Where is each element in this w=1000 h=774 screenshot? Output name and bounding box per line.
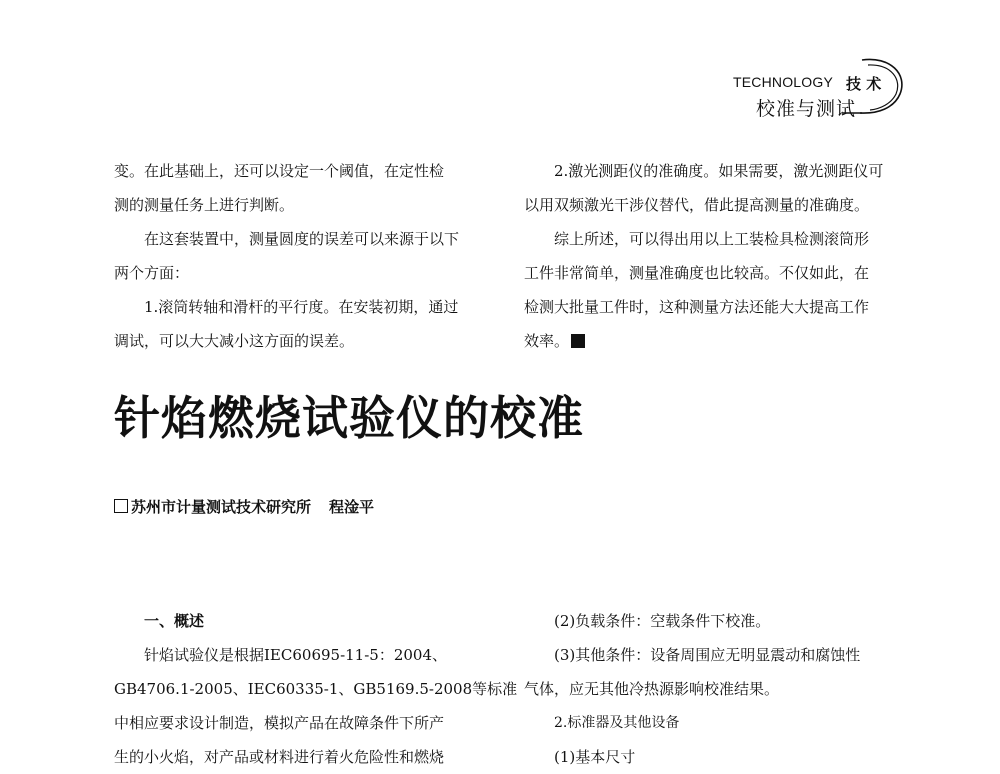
text-line: 测的测量任务上进行判断。 [114, 196, 295, 214]
text-line: 1.滚筒转轴和滑杆的平行度。在安装初期，通过 [144, 298, 459, 316]
end-mark-icon [571, 334, 585, 348]
technology-label: TECHNOLOGY [733, 74, 834, 90]
text-line: 两个方面： [114, 264, 190, 282]
text-line: 工件非常简单，测量准确度也比较高。不仅如此，在 [524, 264, 870, 282]
article-right-column [524, 604, 904, 774]
previous-article-right-column [524, 154, 904, 358]
author: 程淦平 [329, 498, 375, 516]
article-left-column [114, 604, 518, 774]
text-line: 检测大批量工件时，这种测量方法还能大大提高工作 [524, 298, 870, 316]
text-line: GB4706.1-2005、IEC60335-1、GB5169.5-2008等标准 [114, 680, 518, 698]
text-line: 在这套装置中，测量圆度的误差可以来源于以下 [144, 230, 460, 248]
subsection-heading: 2.标准器及其他设备 [554, 715, 680, 731]
technology-label-cn: 技 术 [846, 75, 882, 93]
text-line: 综上所述，可以得出用以上工装检具检测滚筒形 [554, 230, 870, 248]
text-line: 调试，可以大大减小这方面的误差。 [114, 332, 355, 350]
text-line: 针焰试验仪是根据IEC60695-11-5：2004、 [144, 646, 448, 664]
text-line: 2.激光测距仪的准确度。如果需要，激光测距仪可 [554, 162, 884, 180]
text-line-end: 效率。 [524, 332, 570, 350]
previous-article-left-column [114, 154, 494, 358]
header-swoosh-icon [842, 56, 912, 118]
text-line: (1)基本尺寸 [554, 748, 636, 766]
square-bullet-icon [114, 499, 128, 513]
article-title: 针焰燃烧试验仪的校准 [114, 391, 584, 445]
affiliation: 苏州市计量测试技术研究所 [131, 498, 312, 516]
text-line: 生的小火焰，对产品或材料进行着火危险性和燃烧 [114, 748, 445, 766]
text-line: 中相应要求设计制造，模拟产品在故障条件下所产 [114, 714, 445, 732]
text-line: 气体，应无其他冷热源影响校准结果。 [524, 680, 780, 698]
text-line: 变。在此基础上，还可以设定一个阈值，在定性检 [114, 162, 445, 180]
section-heading: 一、概述 [144, 612, 205, 630]
text-line: 以用双频激光干涉仪替代，借此提高测量的准确度。 [524, 196, 870, 214]
section-name: 校准与测试 [756, 98, 857, 120]
byline [114, 496, 374, 517]
text-line: (3)其他条件：设备周围应无明显震动和腐蚀性 [554, 646, 861, 664]
text-line: (2)负载条件：空载条件下校准。 [554, 612, 771, 630]
text-line [524, 324, 904, 358]
